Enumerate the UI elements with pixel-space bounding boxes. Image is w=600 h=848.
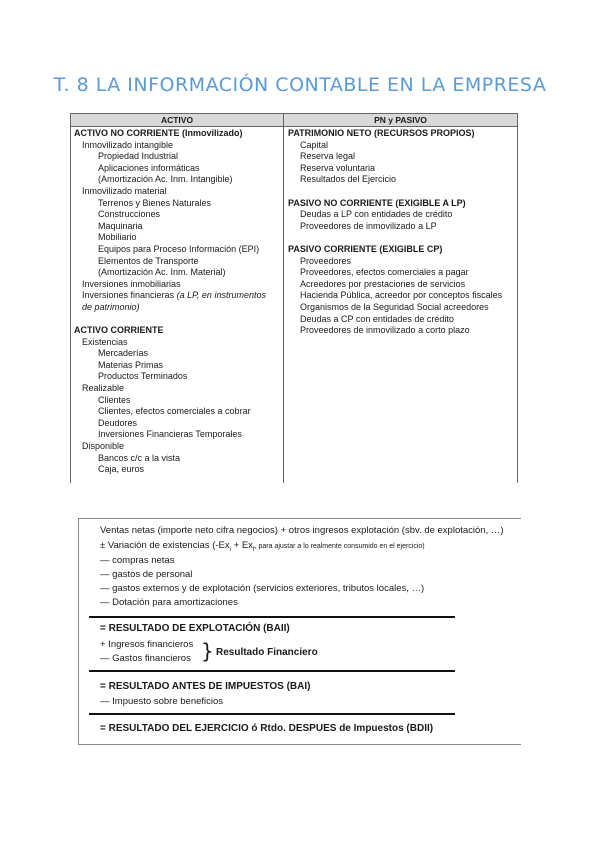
divider-rule bbox=[89, 616, 455, 618]
list-item: Elementos de Transporte bbox=[98, 255, 199, 266]
list-item: Propiedad Industrial bbox=[98, 151, 179, 162]
pn-pasivo-header: PN y PASIVO bbox=[284, 113, 517, 127]
list-item: Proveedores bbox=[300, 255, 352, 266]
activo-no-corriente-heading: ACTIVO NO CORRIENTE (Inmovilizado) bbox=[74, 128, 243, 138]
list-item: Organismos de la Seguridad Social acreedores bbox=[300, 301, 489, 312]
list-item: Reserva legal bbox=[300, 151, 356, 162]
list-item: Realizable bbox=[82, 383, 125, 394]
pasivo-no-corriente-heading: PASIVO NO CORRIENTE (EXIGIBLE A LP) bbox=[288, 197, 466, 208]
list-item: Resultados del Ejercicio bbox=[300, 174, 397, 185]
list-item: Inversiones inmobiliarias bbox=[82, 278, 181, 289]
page-title: T. 8 LA INFORMACIÓN CONTABLE EN LA EMPRESA bbox=[53, 74, 547, 96]
divider-rule bbox=[89, 713, 455, 715]
impuesto-line: — Impuesto sobre beneficios bbox=[100, 696, 224, 707]
brace-icon: } bbox=[201, 639, 214, 663]
list-item: Inmovilizado material bbox=[82, 185, 167, 196]
dotacion-line: — Dotación para amortizaciones bbox=[100, 597, 238, 608]
activo-header: ACTIVO bbox=[71, 113, 284, 127]
list-item: Terrenos y Bienes Naturales bbox=[98, 197, 212, 208]
list-item: Deudas a LP con entidades de crédito bbox=[300, 209, 453, 220]
list-item: Capital bbox=[300, 139, 329, 150]
list-item: Inmovilizado intangible bbox=[82, 139, 174, 150]
list-item: Disponible bbox=[82, 441, 125, 452]
list-item: Acreedores por prestaciones de servicios bbox=[300, 278, 466, 289]
income-statement-box bbox=[78, 518, 521, 745]
balance-sheet-table bbox=[70, 113, 518, 483]
list-item: Mobiliario bbox=[98, 232, 137, 243]
list-item: Reserva voluntaria bbox=[300, 162, 376, 173]
list-item: Maquinaria bbox=[98, 220, 143, 231]
bdii-line: = RESULTADO DEL EJERCICIO ó Rtdo. DESPUES de Impuestos (BDII) bbox=[100, 723, 434, 734]
list-item: Clientes bbox=[98, 394, 131, 405]
bai-line: = RESULTADO ANTES DE IMPUESTOS (BAI) bbox=[100, 681, 311, 692]
pn-pasivo-column bbox=[288, 128, 516, 337]
patrimonio-neto-heading: PATRIMONIO NETO (RECURSOS PROPIOS) bbox=[288, 128, 475, 138]
personal-line: — gastos de personal bbox=[100, 569, 193, 580]
list-item: (Amortización Ac. Inm. Material) bbox=[98, 267, 226, 278]
list-item: Mercaderías bbox=[98, 348, 149, 359]
list-item: Proveedores, efectos comerciales a pagar bbox=[300, 267, 469, 278]
gastos-financieros-line: — Gastos financieros bbox=[100, 653, 191, 664]
list-item bbox=[74, 290, 282, 302]
list-item: Aplicaciones informáticas bbox=[98, 162, 200, 173]
list-item: Equipos para Proceso Información (EPI) bbox=[98, 243, 260, 254]
list-item: Bancos c/c a la vista bbox=[98, 452, 181, 463]
resultado-financiero-label: Resultado Financiero bbox=[216, 647, 318, 658]
list-item: de patrimonio) bbox=[82, 301, 140, 312]
list-item: Inversiones Financieras Temporales bbox=[98, 429, 242, 440]
baii-line: = RESULTADO DE EXPLOTACIÓN (BAII) bbox=[100, 623, 290, 634]
divider-rule bbox=[89, 670, 455, 672]
list-item: Clientes, efectos comerciales a cobrar bbox=[98, 406, 251, 417]
list-item: Construcciones bbox=[98, 209, 161, 220]
list-item: Materias Primas bbox=[98, 359, 164, 370]
list-item: (Amortización Ac. Inm. Intangible) bbox=[98, 174, 233, 185]
list-item: Proveedores de inmovilizado a corto plazo bbox=[300, 325, 470, 336]
activo-column bbox=[74, 128, 282, 476]
ventas-line: Ventas netas (importe neto cifra negocios) + otros ingresos explotación (sbv. de explotación, …) bbox=[100, 525, 504, 536]
financieras-note: (a LP, en instrumentos bbox=[176, 290, 266, 301]
list-item: Proveedores de inmovilizado a LP bbox=[300, 220, 437, 231]
list-item: Existencias bbox=[82, 336, 128, 347]
financieras-label: Inversiones financieras bbox=[82, 290, 175, 301]
variacion-line: ± Variación de existencias ($-Ex_i + Ex_f$, para ajustar a lo realmente consumido en el ejercicio) bbox=[100, 540, 425, 553]
activo-corriente-heading: ACTIVO CORRIENTE bbox=[74, 325, 164, 336]
externos-line: — gastos externos y de explotación (servicios exteriores, tributos locales, …) bbox=[100, 583, 425, 594]
column-divider bbox=[283, 126, 284, 483]
list-item: Hacienda Pública, acreedor por conceptos fiscales bbox=[300, 290, 503, 301]
pasivo-corriente-heading: PASIVO CORRIENTE (EXIGIBLE CP) bbox=[288, 243, 443, 254]
list-item: Productos Terminados bbox=[98, 371, 188, 382]
ingresos-financieros-line: + Ingresos financieros bbox=[100, 639, 194, 650]
list-item: Caja, euros bbox=[98, 464, 145, 475]
list-item: Deudas a CP con entidades de crédito bbox=[300, 313, 454, 324]
list-item: Deudores bbox=[98, 417, 138, 428]
compras-line: — compras netas bbox=[100, 555, 175, 566]
